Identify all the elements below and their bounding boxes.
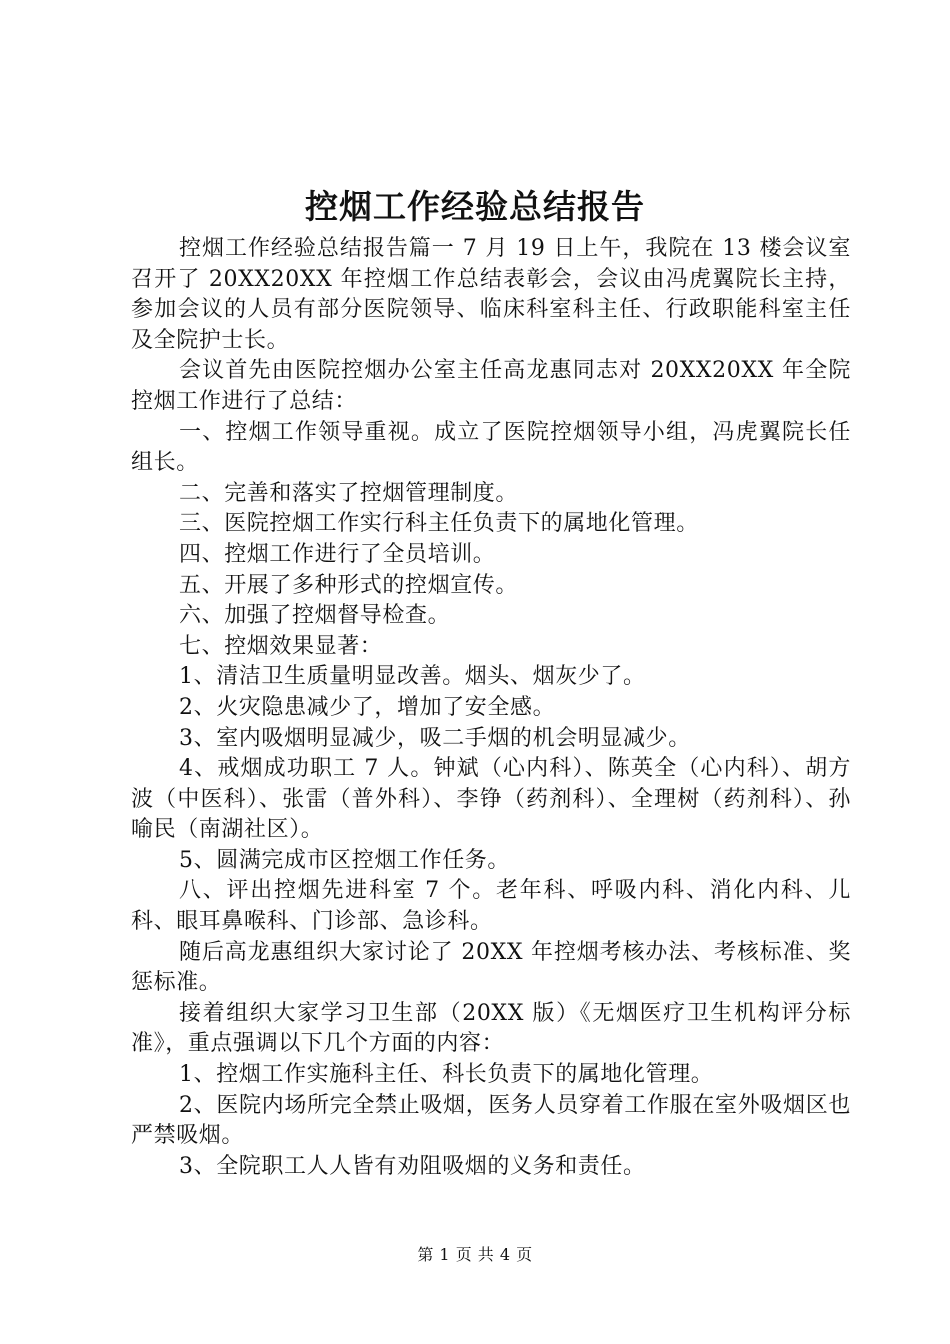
paragraph-point-3: 3、全院职工人人皆有劝阻吸烟的义务和责任。 bbox=[179, 1153, 646, 1179]
page-footer: 第 1 页 共 4 页 bbox=[417, 1245, 533, 1264]
document-title: 控烟工作经验总结报告 bbox=[305, 187, 645, 226]
paragraph-point-2: 2、医院内场所完全禁止吸烟，医务人员穿着工作服在室外吸烟区也严禁吸烟。 bbox=[131, 1092, 851, 1149]
paragraph-item-4: 四、控烟工作进行了全员培训。 bbox=[179, 541, 496, 567]
paragraph-item-2: 二、完善和落实了控烟管理制度。 bbox=[179, 480, 519, 506]
paragraph-effect-2: 2、火灾隐患减少了，增加了安全感。 bbox=[179, 694, 556, 720]
paragraph-effect-3: 3、室内吸烟明显减少，吸二手烟的机会明显减少。 bbox=[179, 725, 691, 751]
paragraph-item-6: 六、加强了控烟督导检查。 bbox=[179, 603, 451, 629]
paragraph-item-5: 五、开展了多种形式的控烟宣传。 bbox=[179, 572, 519, 598]
paragraph-item-3: 三、医院控烟工作实行科主任负责下的属地化管理。 bbox=[179, 511, 699, 537]
paragraph-effect-4: 4、戒烟成功职工 7 人。钟斌（心内科）、陈英全（心内科）、胡方波（中医科）、张雷（普外科）、李铮（药剂科）、全理树（药剂科）、孙喻民（南湖社区）。 bbox=[131, 756, 851, 843]
paragraph-item-8: 八、评出控烟先进科室 7 个。老年科、呼吸内科、消化内科、儿科、眼耳鼻喉科、门诊部、急诊科。 bbox=[131, 878, 851, 935]
document-body bbox=[131, 234, 851, 1182]
paragraph-discussion: 随后高龙惠组织大家讨论了 20XX 年控烟考核办法、考核标准、奖惩标准。 bbox=[131, 939, 851, 996]
paragraph-study: 接着组织大家学习卫生部（20XX 版）《无烟医疗卫生机构评分标准》，重点强调以下几个方面的内容： bbox=[131, 1000, 851, 1057]
paragraph-item-7: 七、控烟效果显著： bbox=[179, 633, 383, 659]
paragraph-item-1: 一、控烟工作领导重视。成立了医院控烟领导小组，冯虎翼院长任组长。 bbox=[131, 419, 851, 476]
paragraph-summary-lead: 会议首先由医院控烟办公室主任高龙惠同志对 20XX20XX 年全院控烟工作进行了总结： bbox=[131, 358, 851, 414]
paragraph-intro: 控烟工作经验总结报告篇一 7 月 19 日上午，我院在 13 楼会议室召开了 20XX20XX 年控烟工作总结表彰会，会议由冯虎翼院长主持，参加会议的人员有部分医院领导、临床科室科主任、行政职能科室主任及全院护士长。 bbox=[131, 236, 851, 353]
paragraph-point-1: 1、控烟工作实施科主任、科长负责下的属地化管理。 bbox=[179, 1062, 714, 1088]
paragraph-effect-1: 1、清洁卫生质量明显改善。烟头、烟灰少了。 bbox=[179, 664, 646, 690]
paragraph-effect-5: 5、圆满完成市区控烟工作任务。 bbox=[179, 847, 510, 873]
